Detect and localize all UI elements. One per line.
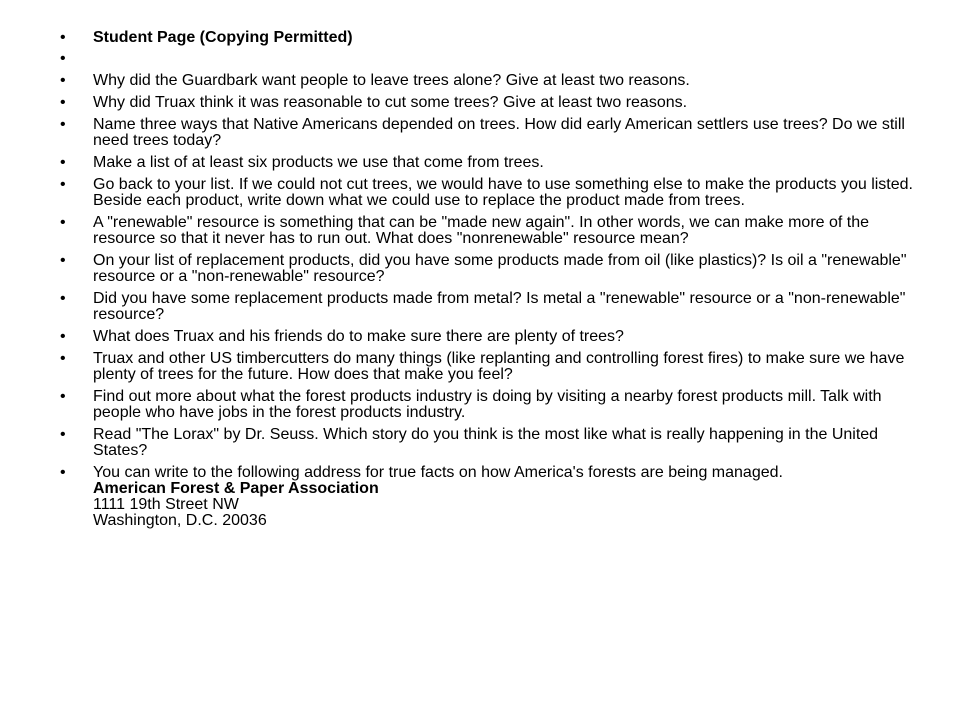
question-text: Name three ways that Native Americans depended on trees. How did early American settlers use trees? Do we still need trees today? xyxy=(93,116,905,149)
bullet-dot: • xyxy=(60,72,66,89)
question-text: Why did the Guardbark want people to leave trees alone? Give at least two reasons. xyxy=(93,72,690,89)
question-text: Did you have some replacement products made from metal? Is metal a "renewable" resource or a "non-renewable" resource? xyxy=(93,290,906,323)
question-text: Why did Truax think it was reasonable to cut some trees? Give at least two reasons. xyxy=(93,94,688,111)
bullet-dot: • xyxy=(60,252,66,269)
address-intro-text: You can write to the following address for true facts on how America's forests are being managed. xyxy=(93,464,783,481)
question-item xyxy=(60,253,920,285)
page-title: Student Page (Copying Permitted) xyxy=(93,29,353,46)
question-item xyxy=(60,95,920,111)
question-item xyxy=(60,351,920,383)
question-text: On your list of replacement products, did you have some products made from oil (like plastics)? Is oil a "renewable" resource or a "non-renewable" resource? xyxy=(93,252,907,285)
question-item xyxy=(60,155,920,171)
question-text: Find out more about what the forest products industry is doing by visiting a nearby forest products mill. Talk with people who have jobs in the forest products industry. xyxy=(93,388,882,421)
question-item xyxy=(60,73,920,89)
bullet-dot: • xyxy=(60,94,66,111)
bullet-dot: • xyxy=(60,29,66,46)
question-text: What does Truax and his friends do to make sure there are plenty of trees? xyxy=(93,328,624,345)
bullet-dot: • xyxy=(60,350,66,367)
bullet-dot: • xyxy=(60,50,66,67)
bullet-list xyxy=(60,30,920,535)
bullet-dot: • xyxy=(60,290,66,307)
question-text: Read "The Lorax" by Dr. Seuss. Which story do you think is the most like what is really happening in the United States? xyxy=(93,426,879,459)
question-text: A "renewable" resource is something that can be "made new again". In other words, we can make more of the resource so that it never has to run out. What does "nonrenewable" resource mean? xyxy=(93,214,870,247)
question-item xyxy=(60,291,920,323)
question-text: Make a list of at least six products we use that come from trees. xyxy=(93,154,544,171)
question-item xyxy=(60,177,920,209)
question-item xyxy=(60,117,920,149)
address-item xyxy=(60,465,920,529)
street-address: 1111 19th Street NW xyxy=(93,496,239,513)
bullet-dot: • xyxy=(60,214,66,231)
bullet-dot: • xyxy=(60,328,66,345)
bullet-dot: • xyxy=(60,176,66,193)
bullet-dot: • xyxy=(60,388,66,405)
bullet-dot: • xyxy=(60,464,66,481)
question-item xyxy=(60,215,920,247)
bullet-dot: • xyxy=(60,116,66,133)
bullet-dot: • xyxy=(60,426,66,443)
question-item xyxy=(60,329,920,345)
question-text: Truax and other US timbercutters do many things (like replanting and controlling forest fires) to make sure we have plenty of trees for the future. How does that make you feel? xyxy=(93,350,905,383)
question-text: Go back to your list. If we could not cut trees, we would have to use something else to make the products you listed. Beside each product, write down what we could use to replace the product made from trees. xyxy=(93,176,913,209)
organization-name: American Forest & Paper Association xyxy=(93,480,379,497)
bullet-dot: • xyxy=(60,154,66,171)
question-item xyxy=(60,389,920,421)
title-item xyxy=(60,30,920,46)
city-address: Washington, D.C. 20036 xyxy=(93,512,267,529)
question-item xyxy=(60,427,920,459)
